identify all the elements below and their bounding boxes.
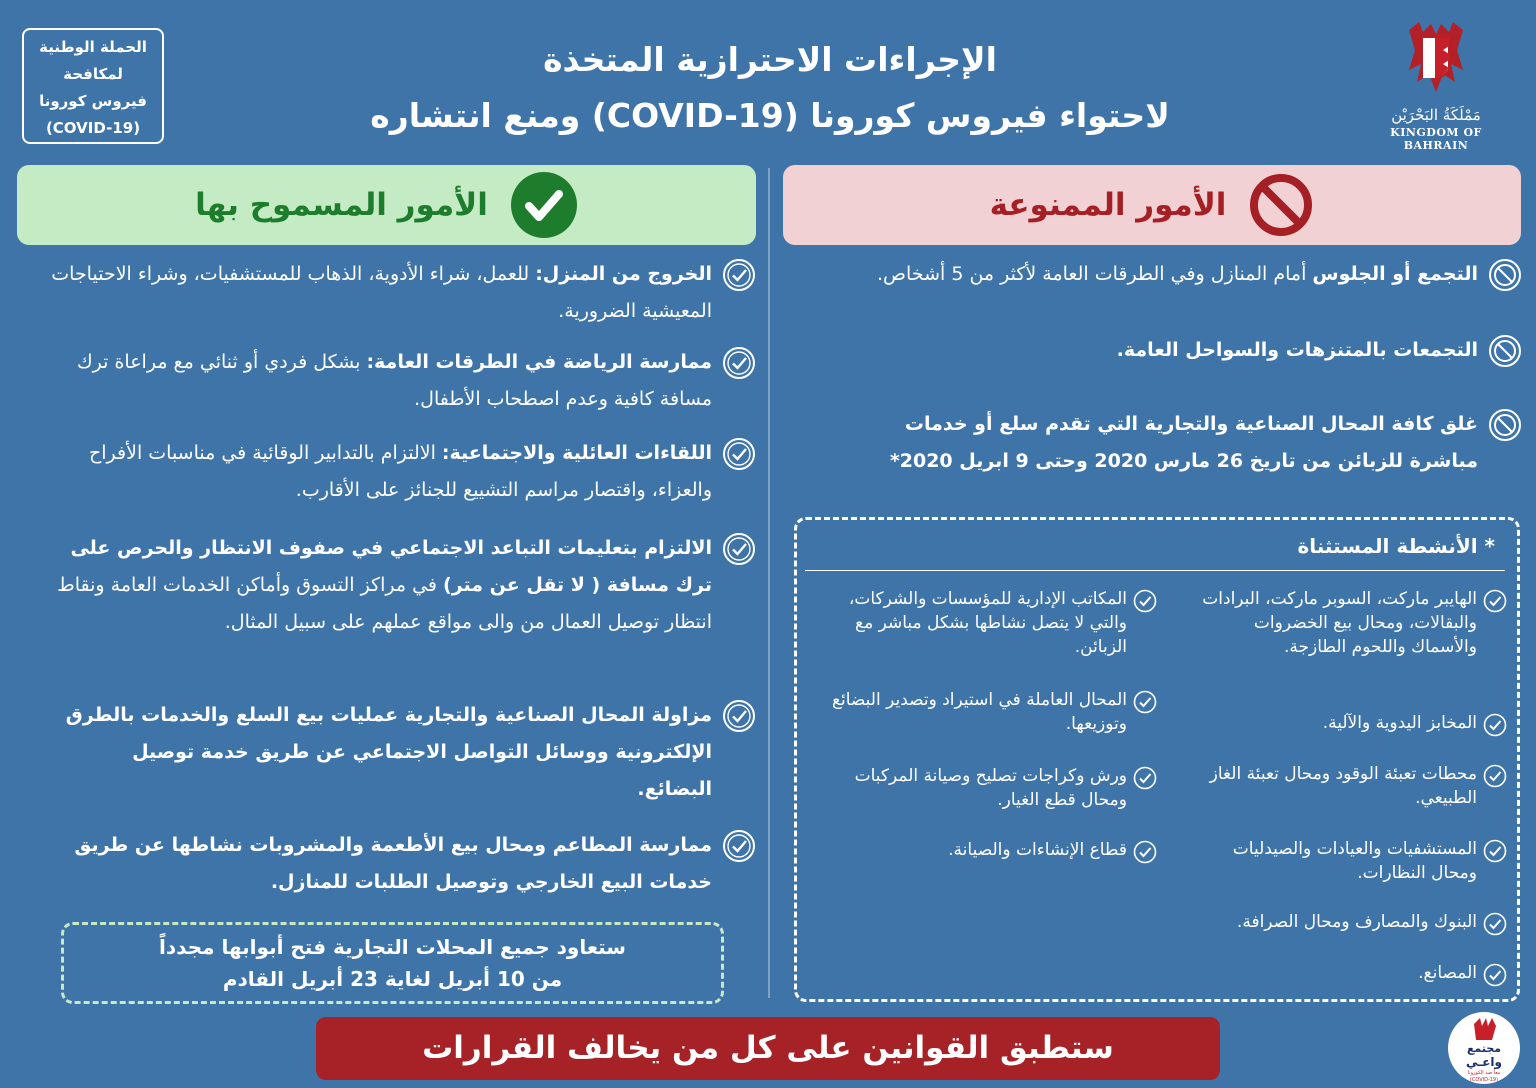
forbidden-item-rest: أمام المنازل وفي الطرقات العامة لأكثر من 5 أشخاص. [877, 263, 1313, 285]
exempt-item-text: البنوك والمصارف ومحال الصرافة. [1236, 912, 1477, 932]
check-outline-icon [722, 258, 756, 292]
allowed-item-text [16, 827, 712, 901]
exempt-item-text: محطات تعبئة الوقود ومحال تعبئة الغاز الطبيعي. [1209, 764, 1477, 808]
allowed-item [31, 530, 756, 641]
exempt-item [807, 587, 1157, 659]
exempt-item-text: المحال العاملة في استيراد وتصدير البضائع وتوزيعها. [831, 690, 1127, 734]
forbidden-item-text [838, 406, 1478, 480]
allowed-item-rest: للعمل، شراء الأدوية، الذهاب للمستشفيات، وشراء الاحتياجات المعيشية الضرورية. [51, 263, 712, 322]
allowed-item-text [31, 256, 712, 330]
exempt-item-text: ورش وكراجات تصليح وصيانة المركبات ومحال قطع الغيار. [854, 766, 1127, 810]
campaign-line: فيروس كورونا [39, 92, 147, 110]
forbidden-item [822, 332, 1522, 369]
exempt-item-text: قطاع الإنشاءات والصيانة. [948, 840, 1127, 860]
logo-line-2: واعـي [1465, 1055, 1503, 1069]
reopening-notice [61, 922, 724, 1004]
check-small-icon [1133, 589, 1157, 613]
title-line-2: لاحتواء فيروس كورونا (COVID-19) ومنع انتشاره [370, 96, 1170, 135]
allowed-item-bold: الالتزام بتعليمات التباعد الاجتماعي في صفوف الانتظار والحرص على ترك مسافة ( لا تقل عن متر) [70, 537, 712, 596]
check-small-icon [1133, 690, 1157, 714]
check-small-icon [1133, 766, 1157, 790]
allowed-header-label: الأمور المسموح بها [195, 187, 488, 223]
exempt-item [807, 764, 1157, 812]
logo-line-3: معاً ضد الكورونا [1467, 1070, 1501, 1076]
reopening-line-1: ستعاود جميع المحلات التجارية فتح أبوابها مجدداً [159, 935, 626, 959]
forbidden-header [783, 165, 1521, 245]
title-line-1: الإجراءات الاحترازية المتخذة [543, 40, 997, 79]
allowed-item-rest: في مراكز التسوق وأماكن الخدمات العامة ونقاط انتظار توصيل العمال من والى مواقع عملهم على سبيل المثال. [57, 574, 712, 633]
exempt-item [1187, 762, 1507, 810]
allowed-item [31, 256, 756, 330]
check-small-icon [1483, 764, 1507, 788]
allowed-item-rest: بشكل فردي أو ثنائي مع مراعاة ترك مسافة كافية وعدم اصطحاب الأطفال. [77, 351, 712, 410]
exempted-activities-box [794, 517, 1520, 1002]
check-small-icon [1483, 839, 1507, 863]
exempt-item [1187, 910, 1507, 936]
allowed-item-text [31, 530, 712, 641]
campaign-line: (COVID-19) [45, 119, 141, 137]
allowed-item-bold: الخروج من المنزل: [535, 263, 712, 285]
prohibited-small-icon [1488, 334, 1522, 368]
allowed-header [17, 165, 756, 245]
logo-line-4: (COVID-19) [1469, 1077, 1499, 1083]
check-small-icon [1133, 840, 1157, 864]
allowed-item-bold: ممارسة المطاعم ومحال بيع الأطعمة والمشروبات نشاطها عن طريق خدمات البيع الخارجي وتوصيل الطلبات للمنازل. [74, 834, 712, 893]
check-outline-icon [722, 346, 756, 380]
aware-community-logo-icon [1446, 1010, 1522, 1086]
emblem-english-text: KINGDOM OF BAHRAIN [1390, 126, 1482, 152]
check-outline-icon [722, 437, 756, 471]
exempt-item [1187, 961, 1507, 987]
exempt-item-text: المخابز اليدوية والآلية. [1322, 713, 1477, 733]
allowed-item-text [31, 435, 712, 509]
forbidden-item-bold: التجمعات بالمتنزهات والسواحل العامة. [1116, 339, 1478, 361]
allowed-item [31, 697, 756, 808]
campaign-line: الحملة الوطنية [39, 38, 147, 56]
column-divider [768, 168, 770, 998]
prohibited-small-icon [1488, 408, 1522, 442]
page-title [300, 32, 1240, 144]
check-small-icon [1483, 589, 1507, 613]
forbidden-item-text [877, 256, 1478, 293]
allowed-item-bold: مزاولة المحال الصناعية والتجارية عمليات بيع السلع والخدمات بالطرق الإلكترونية ووسائل التواصل الاجتماعي عن طريق خدمة توصيل البضائع. [65, 704, 712, 800]
forbidden-item [822, 406, 1522, 480]
exempt-item [1187, 587, 1507, 659]
allowed-item [16, 827, 756, 901]
forbidden-header-label: الأمور الممنوعة [989, 187, 1227, 223]
exempt-item [1187, 711, 1507, 737]
forbidden-item-bold: غلق كافة المحال الصناعية والتجارية التي تقدم سلع أو خدمات مباشرة للزبائن من تاريخ 26 مارس 2020 وحتى 9 ابريل 2020* [889, 413, 1478, 472]
logo-line-1: مجتمع [1466, 1042, 1502, 1055]
allowed-item [31, 344, 756, 418]
prohibited-icon [1248, 172, 1314, 238]
prohibited-small-icon [1488, 258, 1522, 292]
kingdom-emblem [1356, 20, 1516, 152]
exempted-activities-title: * الأنشطة المستثناة [1297, 534, 1495, 558]
check-circle-icon [510, 171, 578, 239]
check-small-icon [1483, 963, 1507, 987]
allowed-item-text [31, 344, 712, 418]
forbidden-item-text [1117, 332, 1478, 369]
reopening-line-2: من 10 أبريل لغاية 23 أبريل القادم [222, 967, 563, 991]
check-outline-icon [722, 699, 756, 733]
campaign-badge [22, 28, 164, 144]
check-small-icon [1483, 713, 1507, 737]
check-small-icon [1483, 912, 1507, 936]
allowed-item-bold: ممارسة الرياضة في الطرقات العامة: [366, 351, 712, 373]
forbidden-item-bold: التجمع أو الجلوس [1312, 263, 1478, 285]
bahrain-coat-of-arms-icon [1401, 20, 1471, 104]
exempt-item-text: المصانع. [1418, 963, 1477, 983]
penalty-banner: ستطبق القوانين على كل من يخالف القرارات [316, 1017, 1220, 1080]
exempt-item [807, 688, 1157, 736]
allowed-item [31, 435, 756, 509]
allowed-item-text [52, 697, 712, 808]
emblem-arabic-text: مَمْلَكَةُ البَحْرَيْن [1391, 106, 1481, 124]
exempt-item [807, 838, 1157, 864]
forbidden-item [822, 256, 1522, 293]
exempt-item [1187, 837, 1507, 885]
exempt-item-text: المكاتب الإدارية للمؤسسات والشركات، والتي لا يتصل نشاطها بشكل مباشر مع الزبائن. [848, 589, 1127, 657]
check-outline-icon [722, 532, 756, 566]
campaign-line: لمكافحة [63, 65, 123, 83]
allowed-item-rest: الالتزام بالتدابير الوقائية في مناسبات الأفراح والعزاء، واقتصار مراسم التشييع للجنائز على الأقارب. [89, 442, 712, 501]
exempted-divider [805, 570, 1505, 571]
allowed-item-bold: اللقاءات العائلية والاجتماعية: [441, 442, 712, 464]
exempt-item-text: المستشفيات والعيادات والصيدليات ومحال النظارات. [1232, 839, 1477, 883]
exempt-item-text: الهايبر ماركت، السوبر ماركت، البرادات والبقالات، ومحال بيع الخضروات والأسماك واللحوم الطازجة. [1202, 589, 1477, 657]
header-bar [0, 0, 1536, 160]
check-outline-icon [722, 829, 756, 863]
